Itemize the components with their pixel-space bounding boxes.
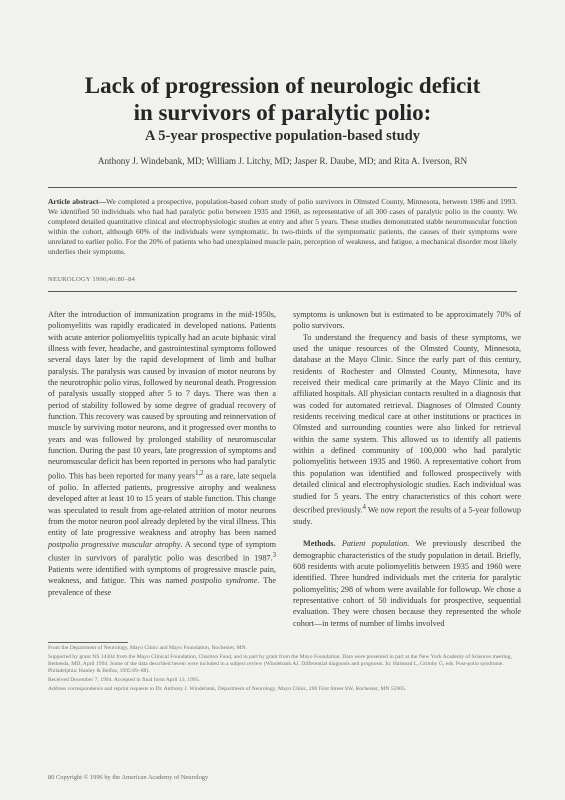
ref-sup: 4 [362, 503, 366, 511]
subtitle: A 5-year prospective population-based study [145, 128, 420, 144]
page-footer: 80 Copyright © 1996 by the American Academy of Neurology [48, 774, 209, 781]
footnote-correspondence: Address correspondence and reprint requests to Dr. Anthony J. Windebank, Department of Neurology, Mayo Clinic, 200 First Street SW, Rochester, MN 55905. [48, 685, 407, 692]
footnote-affiliation: From the Department of Neurology, Mayo Clinic and Mayo Foundation, Rochester, MN. [48, 645, 248, 651]
footnote-support: Supported by grant NS 14304 from the Mayo Clinical Foundation, Chariton Fund, and in part by grant from the Mayo Foundation. Data were presented in part at the New York Academy of Sciences meeting, Bethesda, MD, April 1994. Some of the data described herein were included in a subject review (Windebank AJ. Differential diagnosis and prognosis. In: Halstead L, Grimby G, eds. Post-polio syndrome. Philadelphia: Hanley & Belfus, 1995:69–88). [48, 653, 512, 675]
title-line-1: Lack of progression of neurologic deficit [84, 73, 481, 98]
footnote-rule [48, 642, 128, 643]
citation: NEUROLOGY 1996;46:80–84 [48, 276, 135, 283]
term-italic: postpolio syndrome [191, 576, 258, 586]
methods-heading: Methods. [303, 539, 336, 549]
right-column [293, 309, 521, 629]
purpose-text-a: To understand the frequency and basis of these symptoms, we used the unique resources of the Olmsted County, Minnesota, database at the Mayo Clinic. Since the early part of this century, residents of Rochester and Olmsted County, Minnesota, have received their medical care primarily at the Mayo Clinic and its affiliated hospitals. All physician contacts resulted in a diagnosis that was coded for automated retrieval. Diagnoses of Olmsted County residents receiving medical care at other institutions or practices in Olmsted and surrounding counties were also linked for retrieval within the same system. This allowed us to identify all patients within a defined community of 100,000 who had paralytic poliomyelitis between 1935 and 1960. A representative cohort from this population was identified and followed prospectively with detailed clinical and electrophysiologic studies. Each individual was studied for 5 years. The entry characteristics of this cohort were described previously. [293, 332, 521, 515]
left-column [48, 309, 276, 598]
footnote-dates: Received December 7, 1994. Accepted in final form April 13, 1995. [48, 676, 200, 683]
methods-paragraph [293, 538, 521, 629]
abstract-label: Article abstract— [48, 197, 107, 206]
abstract-top-rule [48, 187, 517, 188]
intro-text-c: . A second type of symptom cluster in survivors of paralytic polio was described in 1987. [48, 539, 276, 563]
ref-sup: 1,2 [195, 469, 204, 477]
authors: Anthony J. Windebank, MD; William J. Litchy, MD; Jasper R. Daube, MD; and Rita A. Iverson, RN [97, 156, 468, 166]
intro-text-e: . The prevalence of these [48, 576, 276, 597]
ref-sup: 3 [272, 551, 276, 559]
methods-subheading: Patient population. [341, 539, 410, 549]
purpose-paragraph [293, 332, 521, 528]
footnotes [48, 645, 517, 694]
intro-paragraph [48, 309, 276, 598]
intro-text-d: Patients were identified with symptoms of progressive muscle pain, weakness, and fatigue. This was named [48, 565, 276, 586]
intro-text-a: After the introduction of immunization programs in the mid-1950s, poliomyelitis was rapidly eradicated in developed nations. Patients with acute anterior poliomyelitis typically had an acute biphasic viral illness with fever, headache, and gastrointestinal symptoms followed several days later by the rapid development of limb and bulbar paralysis. The paralysis was caused by invasion of motor neurons by the neurotrophic polio virus, followed by neuronal death. Progression of paralysis usually stopped after 5 to 7 days. There was then a period of stability followed by some degree of gradual recovery of function. This recovery was caused by sprouting and reinnervation of muscle by surviving motor neurons, and it progressed over months to years and was followed by prolonged stability of neuromuscular function. During the past 10 years, late progression of symptoms and neuromuscular deficit has been reported in persons who had paralytic polio. This has been reported for many years [48, 310, 276, 481]
term-italic: postpolio progressive muscular atrophy [48, 539, 181, 549]
intro-text-b: as a rare, late sequela of polio. In affected patients, progressive atrophy and weakness developed after at least 10 to 15 years of stable function. This change was speculated to result from age-related attrition of motor neurons from the motor neuron pool already depleted by the viral illness. This entity of late progressive weakness and atrophy has been named [48, 471, 276, 538]
abstract-bottom-rule [48, 291, 517, 292]
title-line-2: in survivors of paralytic polio: [133, 100, 432, 125]
purpose-text-b: We now report the results of a 5-year followup study. [293, 505, 521, 526]
methods-text: We previously described the demographic characteristics of the study population in detail. Briefly, 608 residents with acute poliomyelitis between 1935 and 1960 were identified. Three hundred individuals met the criteria for paralytic poliomyelitis; 298 of whom were available for followup. We chose a representative cohort of 50 individuals for prospective, sequential evaluation. They were chosen because they represented the whole cohort—in terms of number of limbs involved [293, 539, 521, 628]
continued-paragraph: symptoms is unknown but is estimated to be approximately 70% of polio survivors. [293, 310, 521, 331]
abstract [48, 197, 517, 257]
abstract-text: We completed a prospective, population-based cohort study of polio survivors in Olmsted County, Minnesota, between 1986 and 1993. We identified 50 individuals who had had paralytic polio between 1935 and 1960, as representative of all 300 cases of paralytic polio in the county. We completed detailed quantitative clinical and electrophysiologic studies at entry and after 5 years. These studies demonstrated stable neuromuscular function within the cohort, although 60% of the individuals were symptomatic. In two-thirds of the symptomatic patients, the causes of their symptoms were unrelated to earlier polio. For the 20% of patients who had unexplained muscle pain, perception of weakness, and fatigue, a mechanical disorder most likely underlies their symptoms. [48, 197, 518, 256]
